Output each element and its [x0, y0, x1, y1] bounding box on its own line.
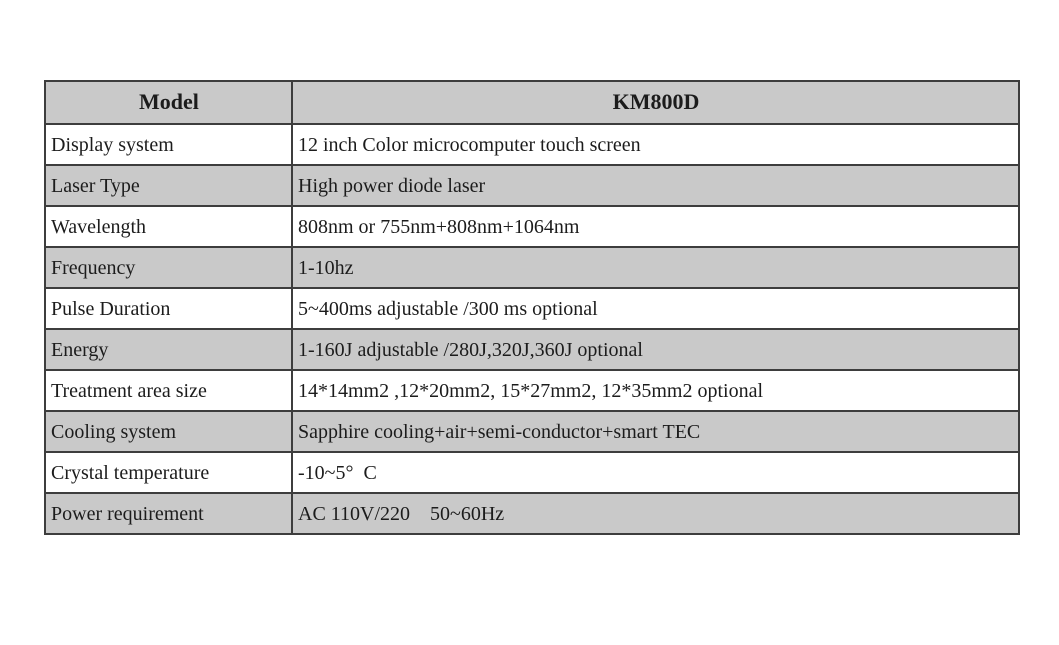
spec-value: 5~400ms adjustable /300 ms optional — [292, 288, 1019, 329]
spec-label: Frequency — [45, 247, 292, 288]
header-cell-model-value: KM800D — [292, 81, 1019, 124]
table-row — [45, 288, 1019, 329]
table-row — [45, 411, 1019, 452]
spec-label: Display system — [45, 124, 292, 165]
spec-label: Power requirement — [45, 493, 292, 534]
spec-value: AC 110V/220 50~60Hz — [292, 493, 1019, 534]
table-row — [45, 329, 1019, 370]
spec-value: 14*14mm2 ,12*20mm2, 15*27mm2, 12*35mm2 optional — [292, 370, 1019, 411]
spec-label: Laser Type — [45, 165, 292, 206]
spec-value: 12 inch Color microcomputer touch screen — [292, 124, 1019, 165]
spec-value: 1-10hz — [292, 247, 1019, 288]
specification-table — [44, 80, 1020, 535]
spec-value: 808nm or 755nm+808nm+1064nm — [292, 206, 1019, 247]
spec-label: Pulse Duration — [45, 288, 292, 329]
table-row — [45, 124, 1019, 165]
spec-value: Sapphire cooling+air+semi-conductor+smart TEC — [292, 411, 1019, 452]
spec-value: High power diode laser — [292, 165, 1019, 206]
spec-value: 1-160J adjustable /280J,320J,360J optional — [292, 329, 1019, 370]
spec-label: Cooling system — [45, 411, 292, 452]
table-header-row — [45, 81, 1019, 124]
spec-label: Crystal temperature — [45, 452, 292, 493]
table-row — [45, 165, 1019, 206]
spec-label: Treatment area size — [45, 370, 292, 411]
table-row — [45, 493, 1019, 534]
table-row — [45, 247, 1019, 288]
spec-label: Wavelength — [45, 206, 292, 247]
spec-value: -10~5° C — [292, 452, 1019, 493]
table-row — [45, 452, 1019, 493]
table-row — [45, 206, 1019, 247]
table-row — [45, 370, 1019, 411]
spec-label: Energy — [45, 329, 292, 370]
header-cell-model: Model — [45, 81, 292, 124]
